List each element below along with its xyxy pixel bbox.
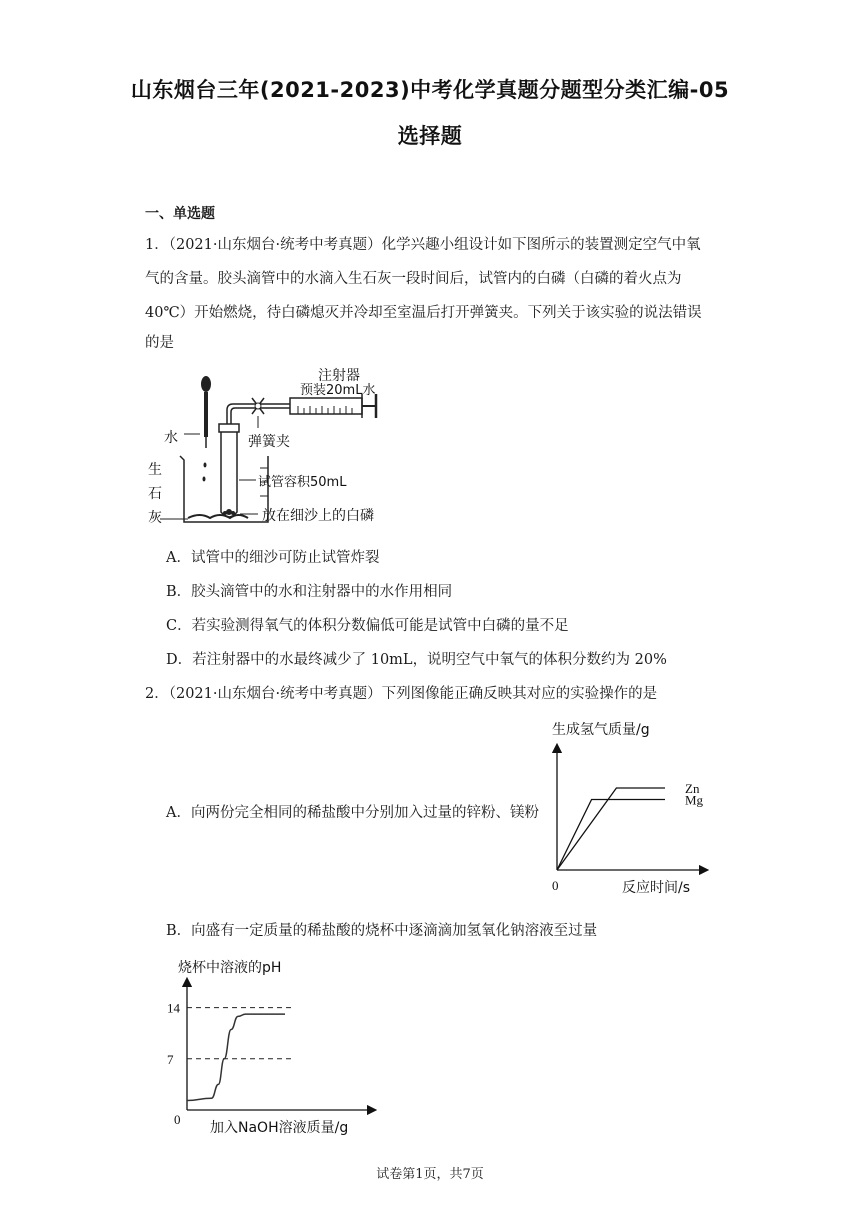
dropper-bulb [201, 376, 211, 392]
quicklime-label-3: 灰 [148, 510, 162, 526]
chart-b-xlabel: 加入NaOH溶液质量/g [210, 1120, 349, 1136]
quicklime-label-1: 生 [148, 462, 162, 478]
syringe-barrel [290, 398, 362, 414]
q2-option-b: B．向盛有一定质量的稀盐酸的烧杯中逐滴滴加氢氧化钠溶液至过量 [166, 923, 598, 939]
q2-option-a: A．向两份完全相同的稀盐酸中分别加入过量的锌粉、镁粉 [166, 805, 539, 821]
apparatus-figure [140, 362, 430, 534]
chart-a-legend-zn: Zn [685, 781, 700, 796]
chart-a-ylabel: 生成氢气质量/g [552, 722, 650, 738]
test-tube [221, 432, 237, 517]
chart-b-ylabel: 烧杯中溶液的pH [178, 960, 282, 976]
doc-title-line2: 选择题 [397, 124, 463, 148]
clamp-label: 弹簧夹 [248, 434, 290, 450]
doc-title-line1: 山东烟台三年(2021-2023)中考化学真题分题型分类汇编-05 [130, 78, 730, 102]
tube-stopper [219, 424, 239, 432]
chart-a-series-mg [557, 799, 665, 870]
chart-b-ytick-14: 14 [167, 1000, 180, 1016]
chart-a-legend-mg: Mg [685, 792, 704, 808]
water-label: 水 [164, 430, 178, 446]
phosphorus-label: 放在细沙上的白磷 [262, 508, 374, 524]
q1-line1: 1．（2021·山东烟台·统考中考真题）化学兴趣小组设计如下图所示的装置测定空气中氧 [145, 237, 701, 253]
syringe-label: 注射器 [318, 368, 360, 384]
q1-line3: 40℃）开始燃烧，待白磷熄灭并冷却至室温后打开弹簧夹。下列关于该实验的说法错误 [145, 305, 702, 321]
page-footer: 试卷第1页，共7页 [376, 1167, 484, 1182]
chart-a-origin: 0 [552, 878, 559, 893]
q2-stem: 2．（2021·山东烟台·统考中考真题）下列图像能正确反映其对应的实验操作的是 [145, 686, 658, 702]
q1-option-c: C．若实验测得氧气的体积分数偏低可能是试管中白磷的量不足 [166, 618, 569, 634]
tube-volume-label: 试管容积50mL [258, 475, 347, 490]
syringe-sub-label: 预装20mL水 [300, 383, 376, 398]
chart-beaker-ph [160, 950, 390, 1140]
q1-option-a: A．试管中的细沙可防止试管炸裂 [166, 550, 380, 566]
section-heading: 一、单选题 [145, 206, 215, 222]
chart-b-origin: 0 [174, 1112, 181, 1127]
chart-b-ytick-7: 7 [167, 1051, 174, 1067]
chart-a-series-zn [557, 788, 665, 870]
q1-line2: 气的含量。胶头滴管中的水滴入生石灰一段时间后，试管内的白磷（白磷的着火点为 [145, 271, 682, 287]
q1-option-b: B．胶头滴管中的水和注射器中的水作用相同 [166, 584, 453, 600]
quicklime-label-2: 石 [148, 486, 162, 502]
chart-a-xlabel: 反应时间/s [622, 880, 691, 896]
q1-line4: 的是 [145, 335, 174, 351]
chart-b-ph-curve [187, 1014, 285, 1100]
q1-option-d: D．若注射器中的水最终减少了 10mL，说明空气中氧气的体积分数约为 20% [166, 652, 667, 668]
chart-hydrogen-mass [540, 710, 730, 900]
